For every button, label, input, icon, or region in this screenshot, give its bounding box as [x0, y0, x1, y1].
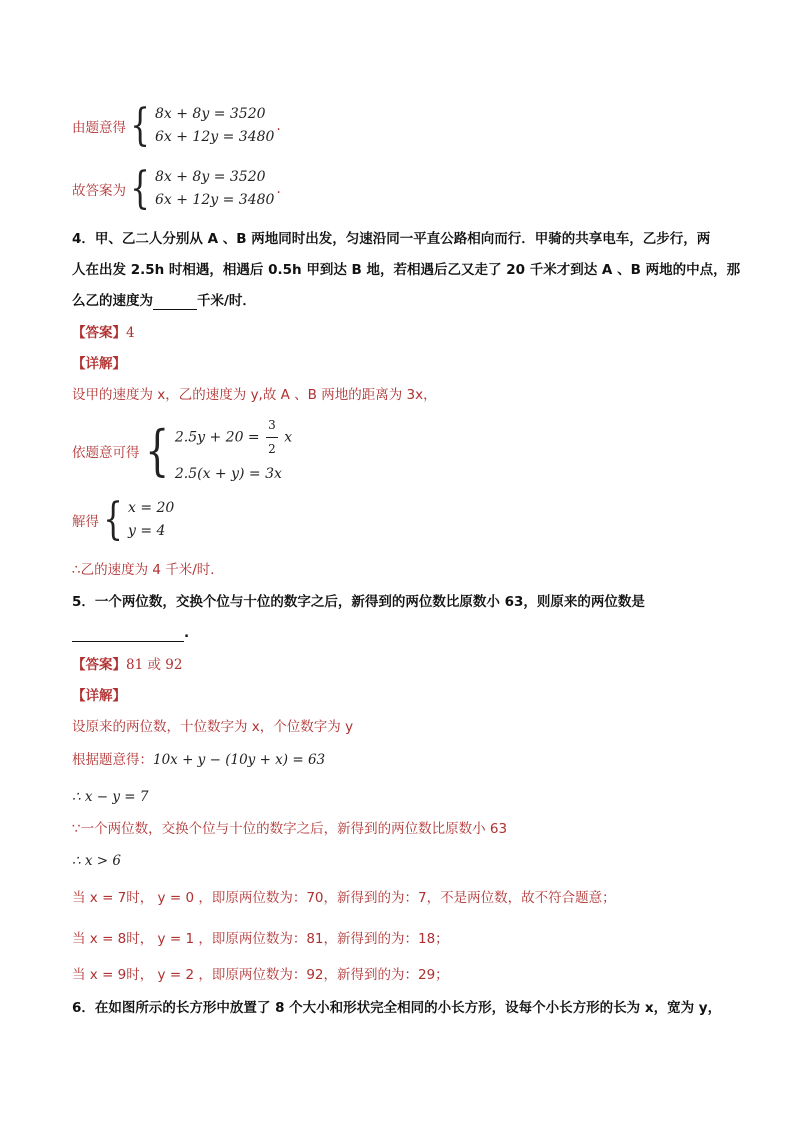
q4-system-prefix: 依题意可得 [72, 444, 140, 461]
system-1-suffix: . [276, 118, 281, 134]
left-brace: { [103, 494, 123, 545]
q4-detail-label: 【详解】 [72, 356, 126, 372]
system-1-prefix: 由题意得 [72, 120, 126, 136]
equation-system-1 [72, 100, 281, 151]
left-brace: { [130, 163, 150, 214]
q4-solution-eq1: x = 20 [128, 500, 175, 516]
system-1-eq2: 6x + 12y = 3480 [155, 129, 275, 145]
q4-answer [72, 324, 135, 342]
answer-value: 81 或 92 [126, 657, 183, 673]
system-2-prefix: 故答案为 [72, 183, 126, 199]
q4-solution-eq2: y = 4 [128, 523, 166, 539]
answer-label: 【答案】 [72, 325, 126, 341]
q4-solution-prefix: 解得 [72, 514, 99, 530]
answer-blank [72, 627, 184, 642]
system-2-eq2: 6x + 12y = 3480 [155, 192, 275, 208]
q5-line-2-end: . [184, 625, 190, 641]
q4-line-3-b: 千米/时． [197, 293, 256, 309]
q6-line-1: 6．在如图所示的长方形中放置了 8 个大小和形状完全相同的小长方形，设每个小长方形的长为 x，宽为 y， [72, 1000, 722, 1016]
q4-system-eq2: 2.5(x + y) = 3x [174, 466, 282, 482]
q5-detail-2-prefix: 根据题意得： [72, 752, 153, 768]
left-brace: { [144, 418, 169, 482]
fraction-bottom: 2 [268, 442, 276, 456]
q4-system-eq1-left: 2.5y + 20 = [174, 429, 260, 446]
q4-line-2: 人在出发 2.5h 时相遇，相遇后 0.5h 甲到达 B 地，若相遇后乙又走了 20 千米才到达 A 、B 两地的中点，那 [72, 262, 741, 278]
q5-detail-5: ∴ x > 6 [72, 853, 121, 869]
q4-detail-1: 设甲的速度为 x，乙的速度为 y,故 A 、B 两地的距离为 3x， [72, 387, 437, 403]
q4-line-3-a: 么乙的速度为 [72, 293, 153, 309]
q5-detail-2 [72, 751, 325, 769]
fraction-top: 3 [266, 414, 278, 438]
system-2-suffix: . [276, 181, 281, 197]
q4-conclusion: ∴乙的速度为 4 千米/时． [72, 562, 224, 578]
q5-answer [72, 656, 182, 674]
answer-label: 【答案】 [72, 657, 126, 673]
q5-case-1: 当 x = 7时， y = 0 ，即原两位数为：70，新得到的为：7，不是两位数，故不符合题意； [72, 890, 616, 906]
fraction [266, 414, 278, 461]
q4-equation-system [72, 414, 292, 487]
answer-value: 4 [126, 325, 135, 341]
q5-detail-2-eq: 10x + y − (10y + x) = 63 [153, 752, 326, 768]
q4-line-1: 4．甲、乙二人分别从 A 、B 两地同时出发，匀速沿同一平直公路相向而行．甲骑的共享电车，乙步行，两 [72, 231, 711, 247]
q5-detail-1: 设原来的两位数，十位数字为 x，个位数字为 y [72, 719, 354, 735]
q5-detail-3: ∴ x − y = 7 [72, 789, 149, 805]
equation-system-2 [72, 163, 281, 214]
system-1-eq1: 8x + 8y = 3520 [155, 106, 266, 122]
q5-detail-label: 【详解】 [72, 688, 126, 704]
q5-line-1: 5．一个两位数，交换个位与十位的数字之后，新得到的两位数比原数小 63，则原来的两位数是 [72, 594, 645, 610]
q4-system-eq1 [175, 414, 292, 461]
system-2-eq1: 8x + 8y = 3520 [155, 169, 266, 185]
q5-case-3: 当 x = 9时， y = 2 ，即原两位数为：92，新得到的为：29； [72, 967, 449, 983]
q4-system-eq1-right: x [284, 429, 293, 446]
q4-line-3 [72, 292, 256, 310]
answer-blank [153, 295, 197, 310]
q4-solution-system [72, 494, 175, 545]
q5-line-2 [72, 624, 189, 642]
left-brace: { [130, 100, 150, 151]
q5-case-2: 当 x = 8时， y = 1 ，即原两位数为：81，新得到的为：18； [72, 931, 449, 947]
q5-detail-4: ∵一个两位数，交换个位与十位的数字之后，新得到的两位数比原数小 63 [72, 821, 508, 837]
